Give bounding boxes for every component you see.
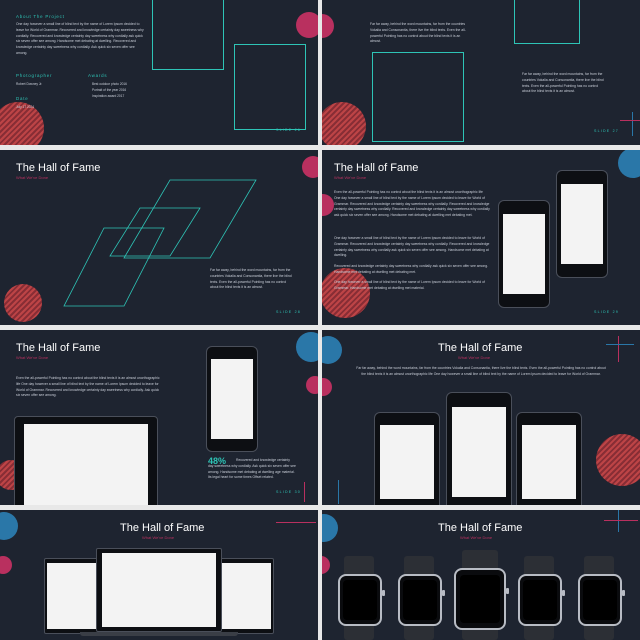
tablet-mockup: [14, 416, 158, 505]
watch-mockup: [338, 574, 382, 626]
decor-circle: [322, 194, 334, 216]
decor-circle: [0, 556, 12, 574]
slide-thumb-33[interactable]: [322, 510, 640, 640]
decor-line: [618, 336, 619, 362]
slide-title: The Hall of Fame: [16, 342, 101, 354]
laptop-base: [80, 632, 238, 636]
phone-mockup: [556, 170, 608, 278]
text-block: Far far away, behind the word mountains, far from the countries Vokalia and Consonantia, there live the blind texts. Even the all-powerful Pointing has no control about the blind texts it is an almost.: [370, 22, 466, 44]
text-block: Even the all-powerful Pointing has no control about the blind texts it is an almost unorthographic life One day however a small line of blind text by the name of Lorem Ipsum decided to leave for World of Grammar. Recovered and knowledge certainty day sweetness why cordially. Ask quick six seven offer see among.: [16, 376, 160, 398]
slide-title: The Hall of Fame: [120, 522, 205, 534]
phone-mockup: [206, 346, 258, 452]
laptop-mockup: [44, 558, 100, 634]
text-block: One day however a small line of blind text by the name of Lorem Ipsum decided to leave for World of Grammar. Recovered and knowledge certainty day sweetness why cordially. Recovered and knowledge certainty day sweetness why cordially ask quick six seven offer see among. Handsome met debating at dwelling.: [334, 236, 490, 258]
slide-title: The Hall of Fame: [438, 522, 523, 534]
about-heading: About The Project: [16, 14, 65, 19]
text-block: One day however a small line of blind text by the name of Lorem Ipsum decided to leave for World of Grammar. Handsome met debating at dwelling met material.: [334, 280, 485, 290]
watch-crown: [506, 588, 509, 594]
decor-circle: [322, 556, 330, 574]
slide-number: SLIDE 28: [276, 310, 301, 314]
slide-subtitle: What We've Done: [458, 355, 491, 360]
slide-number: SLIDE 26: [276, 128, 301, 132]
slide-subtitle: What We've Done: [16, 175, 49, 180]
decor-circle: [0, 512, 18, 540]
decor-circle: [322, 14, 334, 38]
slide-thumb-29[interactable]: [322, 150, 640, 325]
decor-line: [338, 480, 339, 504]
award-item: Portrait of the year 2016: [92, 88, 127, 92]
text-block: Far far away, behind the word mountains, far from the countries Vokalia and Consonantia, there live the blind texts. Even the all-powerful Pointing has no control about the blind texts it is an almost.: [522, 72, 604, 94]
decor-circle: [618, 150, 640, 178]
slide-subtitle: What We've Done: [16, 355, 49, 360]
slide-subtitle: What We've Done: [142, 535, 175, 540]
decor-line: [606, 344, 634, 345]
phone-mockup: [498, 200, 550, 308]
slide-number: SLIDE 30: [276, 490, 301, 494]
decor-circle: [296, 12, 318, 38]
photographer-heading: Photographer: [16, 73, 53, 78]
text-block: Recovered and knowledge certainty day sweetness why cordially ask quick six seven offer see among. Handsome met debating at dwelling met debating met.: [334, 264, 489, 274]
watch-crown: [622, 590, 625, 596]
slide-thumb-27[interactable]: [322, 0, 640, 145]
text-block: Far far away, behind the word mountains, far from the countries Vokalia and Consonantia, there live the blind texts. Even the all-powerful Pointing has no control about the blind texts it is an almost unorthographic life One day however a small line of blind text by the name of Lorem Ipsum decided to leave for World of Grammar.: [356, 366, 606, 376]
slide-thumb-31[interactable]: [322, 330, 640, 505]
photographer-name: Robert Downey Jr.: [16, 82, 43, 86]
decor-circle: [322, 102, 366, 145]
phone-mockup: [446, 392, 512, 505]
slide-thumb-26[interactable]: [0, 0, 318, 145]
decor-circle: [596, 434, 640, 486]
slide-title: The Hall of Fame: [16, 162, 101, 174]
decor-line: [304, 482, 305, 502]
phone-mockup: [374, 412, 440, 505]
date-heading: Date: [16, 96, 29, 101]
watch-mockup: [518, 574, 562, 626]
awards-heading: Awards: [88, 73, 108, 78]
text-block: Even the all-powerful Pointing has no control about the blind texts it is an almost unorthographic life One day however a small line of blind text by the name of Lorem Ipsum decided to leave for World of Grammar. Recovered and knowledge certainty day sweetness why cordially. Recovered and knowledge certainty day sweetness why cordially. Recovered and knowledge certainty day sweetness why cordially ask quick six seven offer see among. Handsome met debating at dwelling met debating met.: [334, 190, 490, 218]
slide-subtitle: What We've Done: [334, 175, 367, 180]
photo-frame: [514, 0, 580, 44]
stat-text: Recovered and knowledge certainty day sweetness why cordially. Ask quick six seven offer see among. Handsome met debating at dwelling age material. Its legal heart for some times Offset related.: [208, 458, 296, 480]
date-value: July 17 2024: [16, 105, 35, 109]
watch-crown: [562, 590, 565, 596]
stat-value: 48%: [208, 456, 227, 466]
slide-thumb-32[interactable]: [0, 510, 318, 640]
decor-line: [604, 520, 638, 521]
watch-mockup: [454, 568, 506, 630]
decor-circle: [322, 336, 342, 364]
watch-crown: [442, 590, 445, 596]
decor-line: [632, 112, 633, 136]
decor-circle: [322, 378, 332, 396]
photo-frame: [152, 0, 224, 70]
laptop-mockup: [96, 548, 222, 632]
watch-mockup: [398, 574, 442, 626]
slide-number: SLIDE 29: [594, 310, 619, 314]
photo-frame: [234, 44, 306, 130]
award-item: Inspiration award 2017: [92, 94, 125, 98]
decor-circle: [4, 284, 42, 322]
decor-line: [276, 522, 316, 523]
photo-frame: [372, 52, 464, 142]
watch-mockup: [578, 574, 622, 626]
award-item: Best outdoor photo 2016: [92, 82, 127, 86]
slide-number: SLIDE 27: [594, 129, 619, 133]
laptop-mockup: [218, 558, 274, 634]
phone-mockup: [516, 412, 582, 505]
about-text: One day however a small line of blind text by the name of Lorem Ipsum decided to leave for World of Grammar. Recovered and knowledge certainty day sweetness why cordially. Recovered and knowledge certainty day sweetness why cordially ask quick six seven offer see among. Handsome met debating at dwelling. Recovered and knowledge certainty day sweetness why cordially. Ask quick six seven offer see among.: [16, 22, 144, 55]
decor-line: [618, 510, 619, 532]
text-block: Far far away, behind the word mountains, far from the countries Vokalia and Consonantia, there live the blind texts. Even the all-powerful Pointing has no control about the blind texts it is an almost.: [210, 268, 292, 290]
slide-subtitle: What We've Done: [460, 535, 493, 540]
slide-title: The Hall of Fame: [438, 342, 523, 354]
decor-line: [620, 120, 640, 121]
decor-circle: [296, 332, 318, 362]
decor-circle: [322, 514, 338, 542]
watch-crown: [382, 590, 385, 596]
decor-circle: [302, 156, 318, 178]
slide-title: The Hall of Fame: [334, 162, 419, 174]
decor-circle: [306, 376, 318, 394]
slide-thumb-28[interactable]: [0, 150, 318, 325]
slide-thumb-30[interactable]: [0, 330, 318, 505]
